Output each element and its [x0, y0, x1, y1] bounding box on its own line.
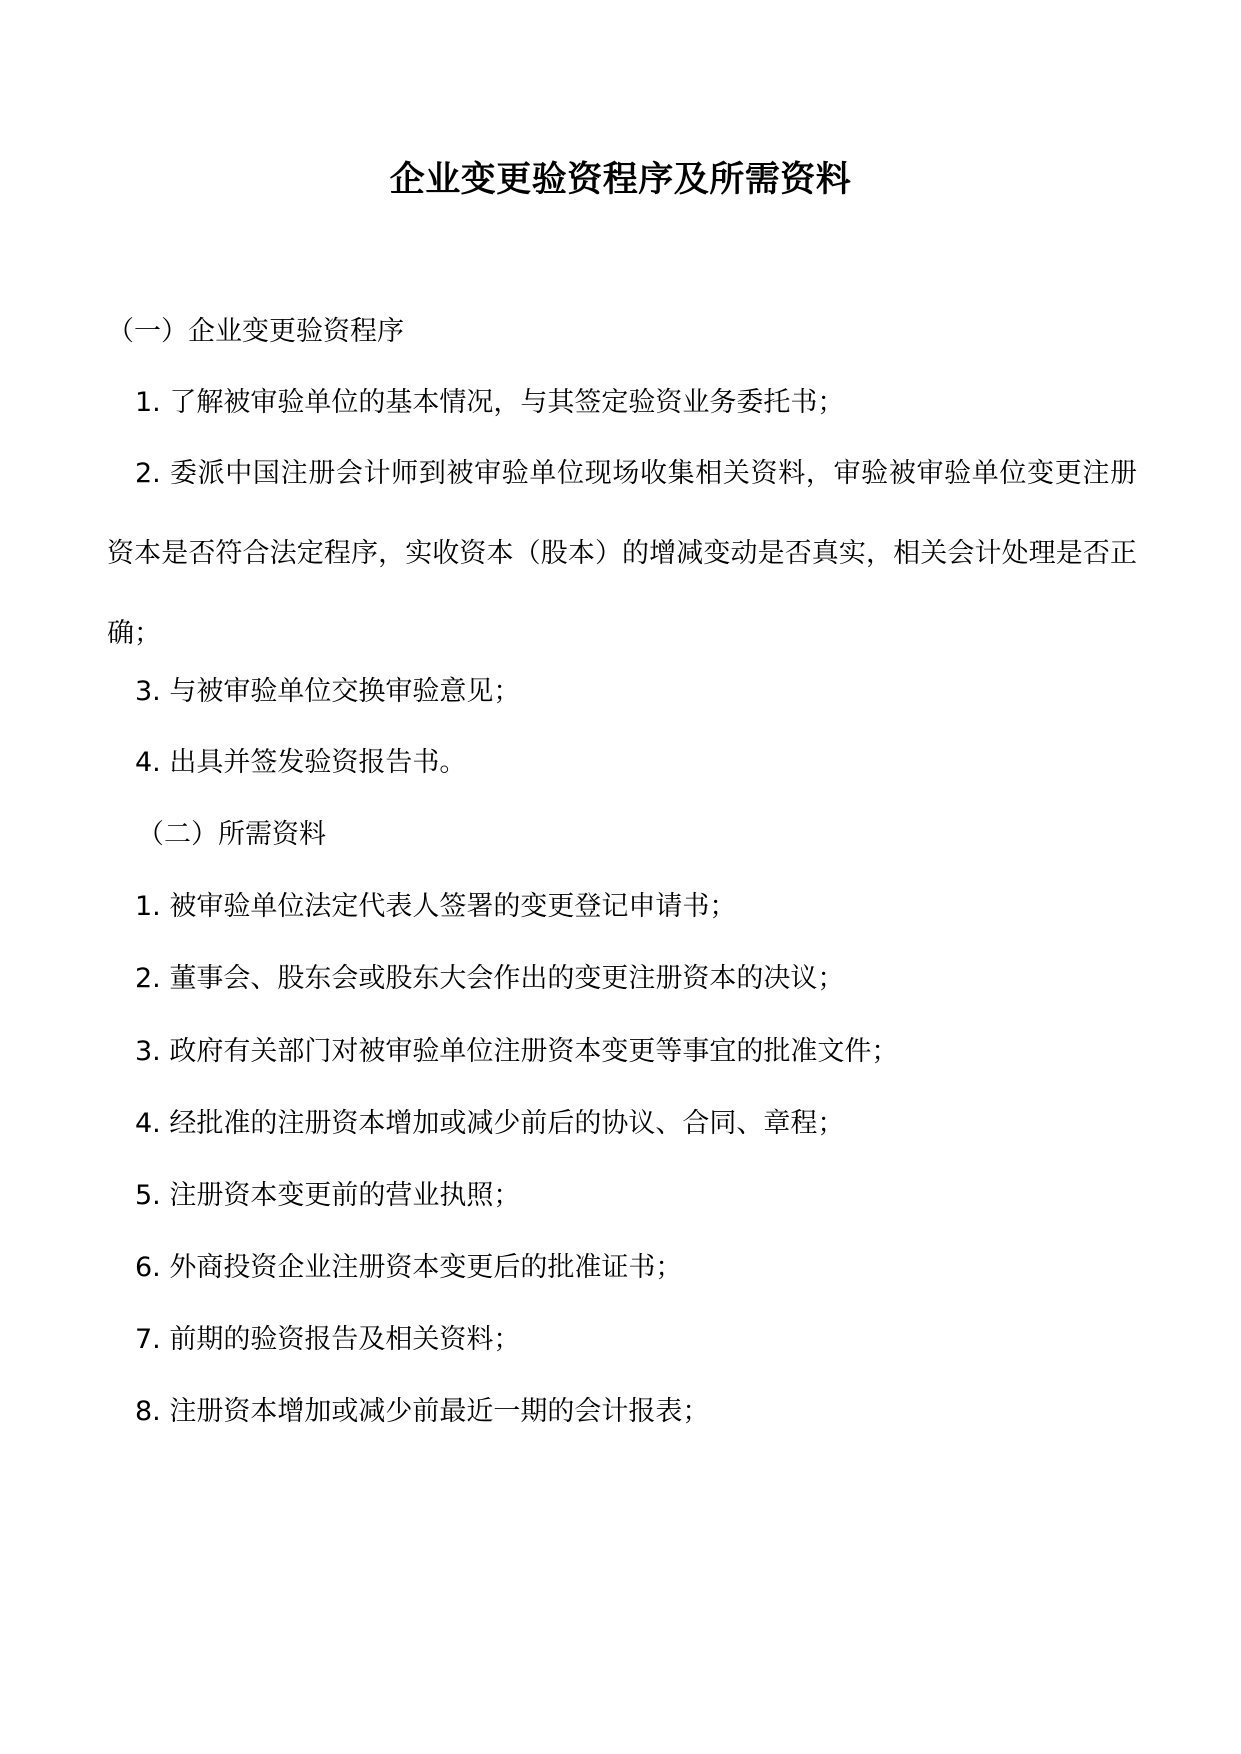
materials-item-5: 5. 注册资本变更前的营业执照； [135, 1180, 521, 1211]
materials-item-6: 6. 外商投资企业注册资本变更后的批准证书； [135, 1252, 683, 1283]
section-heading-procedure: （一）企业变更验资程序 [107, 316, 404, 347]
materials-item-1: 1. 被审验单位法定代表人签署的变更登记申请书； [135, 891, 737, 922]
procedure-item-3: 3. 与被审验单位交换审验意见； [135, 676, 521, 707]
materials-item-2: 2. 董事会、股东会或股东大会作出的变更注册资本的决议； [135, 963, 845, 994]
materials-item-7: 7. 前期的验资报告及相关资料； [135, 1324, 521, 1355]
document-title: 企业变更验资程序及所需资料 [389, 159, 852, 200]
materials-item-3: 3. 政府有关部门对被审验单位注册资本变更等事宜的批准文件； [135, 1036, 899, 1067]
section-heading-materials: （二）所需资料 [137, 819, 326, 850]
materials-item-4: 4. 经批准的注册资本增加或减少前后的协议、合同、章程； [135, 1108, 845, 1139]
procedure-item-2: 2. 委派中国注册会计师到被审验单位现场收集相关资料，审验被审验单位变更注册资本是否符合法定程序，实收资本（股本）的增减变动是否真实，相关会计处理是否正确； [107, 458, 1137, 649]
materials-item-8: 8. 注册资本增加或减少前最近一期的会计报表； [135, 1396, 710, 1427]
procedure-item-4: 4. 出具并签发验资报告书。 [135, 747, 467, 778]
procedure-item-1: 1. 了解被审验单位的基本情况，与其签定验资业务委托书； [135, 387, 845, 418]
